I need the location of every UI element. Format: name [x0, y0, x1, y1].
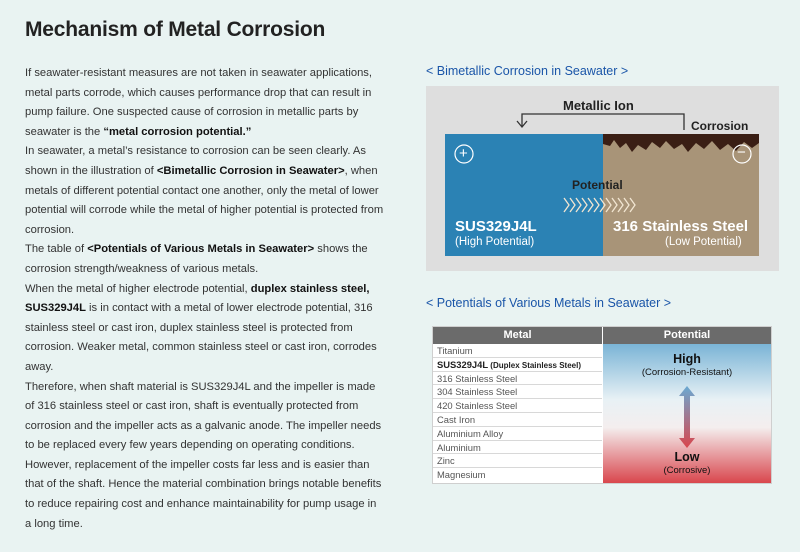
low-sub-label: (Corrosive) [663, 465, 711, 476]
paragraph-2: In seawater, a metal’s resistance to corrosion can be seen clearly. As shown in the illustration of <Bimetallic Corrosion in Seawater>, when metals of different potential contact one another, only the metal of lower potential will corrode while the metal of higher potential is protected from corrosion. [25, 145, 384, 236]
metal-row: Aluminium [433, 441, 602, 455]
paragraph-4: When the metal of higher electrode potential, duplex stainless steel, SUS329J4L is in contact with a metal of lower electrode potential, 316 stainless steel or cast iron, duplex stainless steel is protected from corrosion. Weaker metal, common stainless steel or cast iron, corrodes away. [25, 282, 377, 373]
potentials-table [432, 326, 772, 484]
metal-column-header: Metal [433, 327, 602, 344]
potential-label: Potential [572, 178, 623, 192]
page-title: Mechanism of Metal Corrosion [25, 18, 326, 41]
low-label: Low [674, 450, 700, 464]
double-arrow-icon [678, 386, 696, 448]
metallic-ion-label: Metallic Ion [563, 98, 634, 113]
metal-row: Magnesium [437, 469, 486, 481]
metal-row: Zinc [433, 454, 602, 468]
metal-row-highlight: SUS329J4L (Duplex Stainless Steel) [433, 358, 602, 372]
potential-gradient [603, 344, 771, 483]
paragraph-3: The table of <Potentials of Various Metals in Seawater> shows the corrosion strength/weakness of various metals. [25, 243, 368, 275]
metal-row: 420 Stainless Steel [433, 399, 602, 413]
corrosion-label: Corrosion [691, 119, 749, 133]
body-text [25, 64, 385, 534]
bimetallic-figure [426, 86, 779, 271]
metal-row: 316 Stainless Steel [433, 372, 602, 386]
corrosion-layer [603, 134, 759, 152]
metallic-ion-arrow [522, 114, 684, 130]
high-metal-sub: (High Potential) [455, 236, 535, 248]
metal-row: Aluminium Alloy [433, 427, 602, 441]
high-metal-name: SUS329J4L [455, 218, 537, 235]
paragraph-1: If seawater-resistant measures are not taken in seawater applications, metal parts corrode, which causes performance drop that can result in pump failure. One suspected cause of corrosion in metallic parts by seawater is the “metal corrosion potential.” [25, 67, 372, 138]
metal-list [433, 344, 602, 482]
paragraph-5: Therefore, when shaft material is SUS329J4L and the impeller is made of 316 stainless steel or cast iron, shaft is eventually protected from corrosion and the impeller acts as a galvanic anode. The impeller needs to be replaced every few years depending on operating conditions. However, replacement of the impeller costs far less and is easier than that of the shaft. Hence the material combination brings notable benefits to reduce repairing cost and enhance maintainability for pump usage in a long time. [25, 380, 382, 530]
minus-sign: − [737, 144, 746, 161]
metal-row: Cast Iron [433, 413, 602, 427]
high-label: High [673, 352, 701, 366]
metal-row: Titanium [433, 344, 602, 358]
high-sub-label: (Corrosion-Resistant) [641, 367, 733, 378]
low-metal-name: 316 Stainless Steel [613, 218, 749, 235]
potential-chevrons-icon [564, 198, 635, 212]
metal-row: 304 Stainless Steel [433, 385, 602, 399]
low-metal-sub: (Low Potential) [665, 236, 742, 248]
plus-sign: + [459, 145, 468, 162]
potential-column-header: Potential [603, 327, 771, 344]
bimetallic-heading: < Bimetallic Corrosion in Seawater > [426, 64, 629, 78]
potentials-heading: < Potentials of Various Metals in Seawater > [426, 296, 672, 310]
